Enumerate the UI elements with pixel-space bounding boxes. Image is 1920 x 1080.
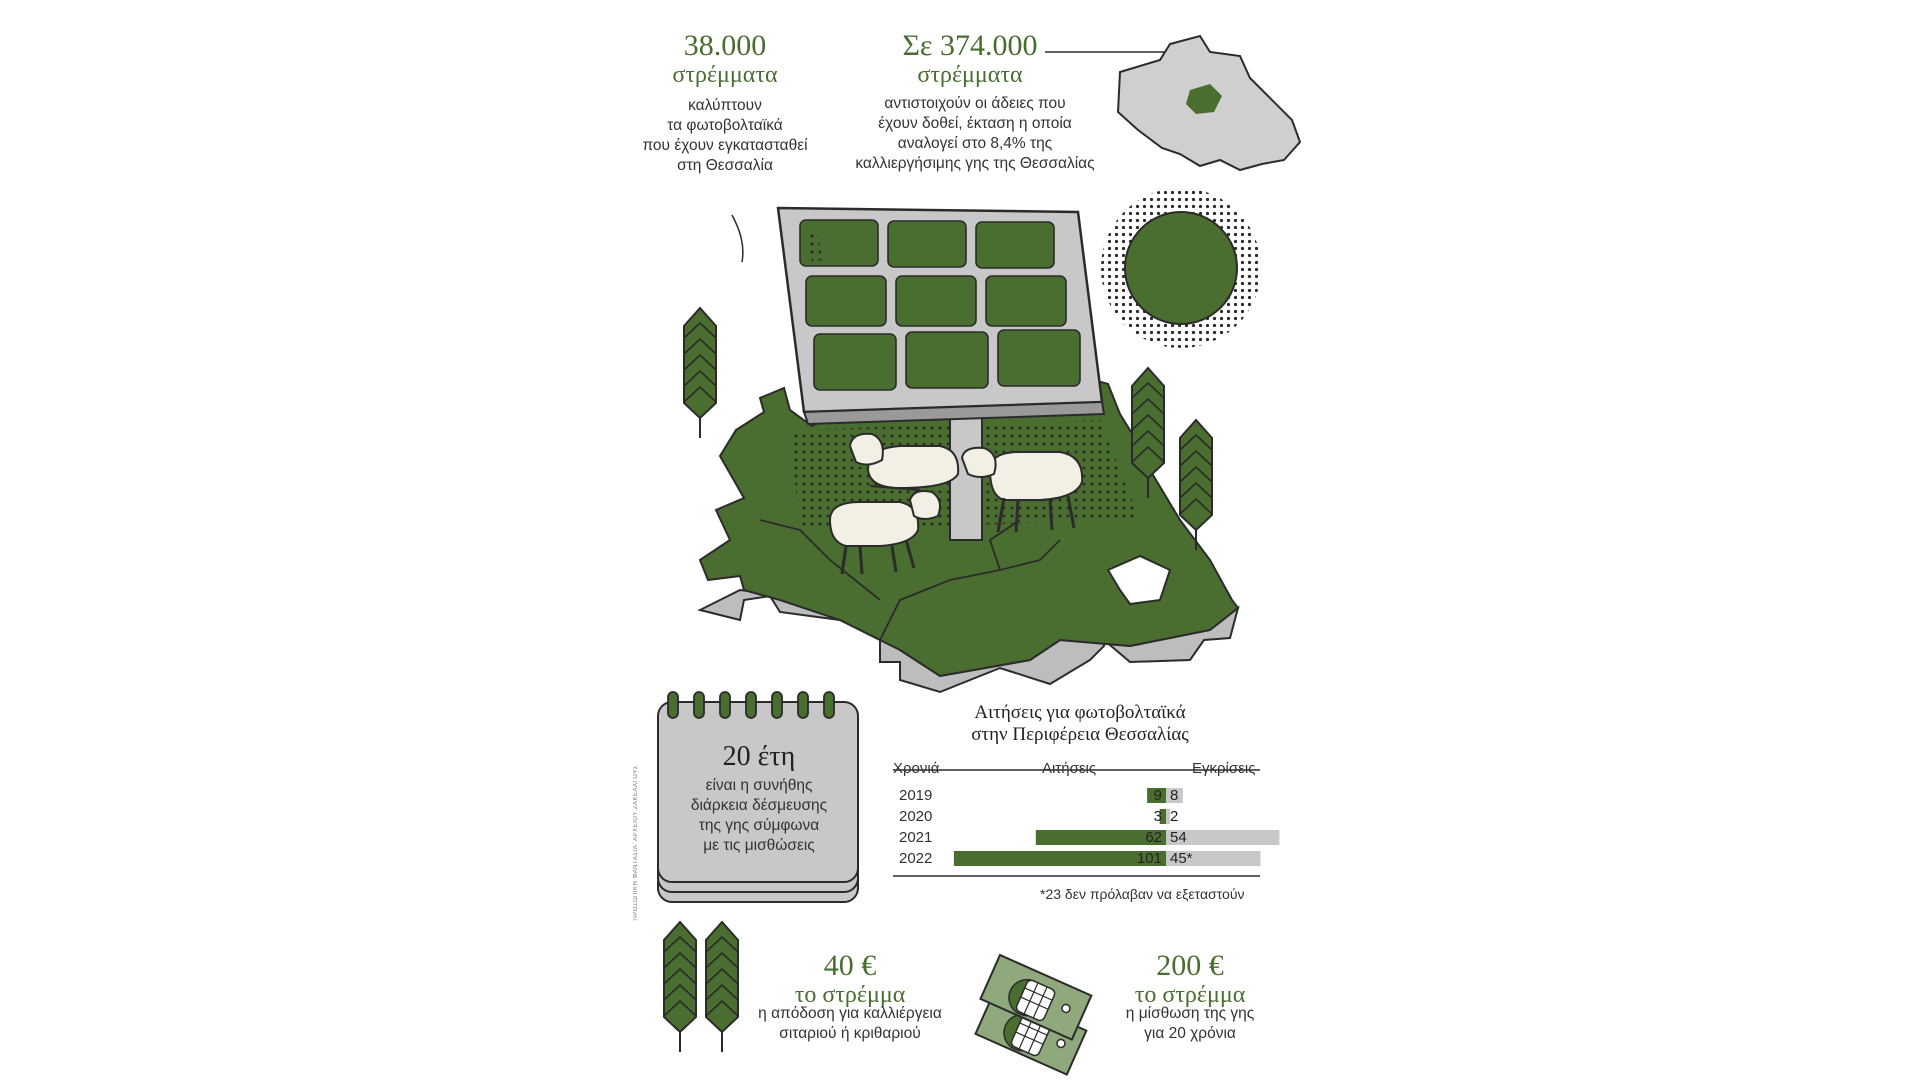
stat-374000-number: Σε 374.000: [902, 29, 1038, 62]
calendar-text: [666, 742, 852, 856]
year-label: 2022: [899, 850, 933, 867]
stat-40-caption: [740, 1004, 960, 1044]
caption-line: διάρκεια δέσμευσης: [690, 797, 828, 814]
stat-40-number: 40 €: [823, 949, 877, 982]
stat-374000-unit: στρέμματα: [917, 62, 1023, 88]
value-label-approvals: 2: [1170, 808, 1179, 825]
caption-line: που έχουν εγκατασταθεί: [642, 137, 808, 154]
column-header-applications: Αιτήσεις: [1042, 760, 1097, 777]
calendar-number: 20 έτη: [722, 741, 796, 772]
wheat-icon: [706, 922, 738, 1052]
caption-line: στη Θεσσαλία: [677, 157, 773, 174]
caption-line: καλύπτουν: [688, 97, 762, 114]
column-header-approvals: Εγκρίσεις: [1192, 760, 1256, 777]
wheat-icon: [684, 308, 716, 438]
value-label-approvals: 54: [1170, 829, 1187, 846]
chart-title: Αιτήσεις για φωτοβολταϊκά: [974, 702, 1186, 723]
year-label: 2021: [899, 829, 933, 846]
caption-line: της γης σύμφωνα: [698, 817, 820, 834]
value-label-approvals: 8: [1170, 787, 1179, 804]
stat-38000-number: 38.000: [683, 29, 767, 62]
thessaly-locator-map: [1045, 36, 1300, 170]
value-label-applications: 9: [1153, 787, 1162, 804]
caption-line: καλλιεργήσιμης γης της Θεσσαλίας: [855, 155, 1095, 172]
value-label-applications: 101: [1136, 850, 1162, 867]
caption-line: έχουν δοθεί, έκταση η οποία: [878, 115, 1072, 132]
stat-40-unit: το στρέμμα: [794, 982, 906, 1008]
caption-line: για 20 χρόνια: [1144, 1025, 1236, 1042]
caption-line: αντιστοιχούν οι άδειες που: [884, 95, 1066, 112]
money-icon: [975, 955, 1091, 1075]
caption-line: αναλογεί στο 8,4% της: [897, 135, 1053, 152]
caption-line: η μίσθωση της γης: [1125, 1005, 1255, 1022]
caption-line: είναι η συνήθης: [705, 777, 813, 794]
stat-40: [770, 950, 930, 1008]
chart-subtitle: στην Περιφέρεια Θεσσαλίας: [971, 724, 1189, 745]
stat-38000-unit: στρέμματα: [672, 62, 778, 88]
year-label: 2020: [899, 808, 933, 825]
leader-line: [732, 215, 743, 262]
chart-title-block: [900, 702, 1260, 746]
stat-200-unit: το στρέμμα: [1134, 982, 1246, 1008]
caption-line: η απόδοση για καλλιέργεια: [758, 1005, 942, 1022]
stat-200: [1110, 950, 1270, 1008]
value-label-applications: 3: [1153, 808, 1162, 825]
stat-200-caption: [1090, 1004, 1290, 1044]
wheat-icon: [664, 922, 696, 1052]
chart-bars: [954, 788, 1280, 866]
value-label-applications: 62: [1145, 829, 1162, 846]
caption-line: με τις μισθώσεις: [703, 837, 815, 854]
column-header-year: Χρονιά: [893, 760, 940, 777]
stat-200-number: 200 €: [1156, 949, 1224, 982]
sun-icon: [1101, 188, 1261, 348]
photo-credit: ΠΡΟΣΩΠΙΚΗ ΦΑΝΤΑΣΙΑ: ΑΡΧΕΙΟΥ ΖΑΚΕΛΑΓΟΥΣ: [633, 765, 639, 921]
value-label-approvals: 45*: [1170, 850, 1193, 867]
caption-line: σιταριού ή κριθαριού: [779, 1025, 921, 1042]
caption-line: τα φωτοβολταϊκά: [667, 117, 783, 134]
calendar-caption: [666, 776, 852, 856]
chart-footnote: *23 δεν πρόλαβαν να εξεταστούν: [1040, 886, 1245, 902]
year-label: 2019: [899, 787, 933, 804]
